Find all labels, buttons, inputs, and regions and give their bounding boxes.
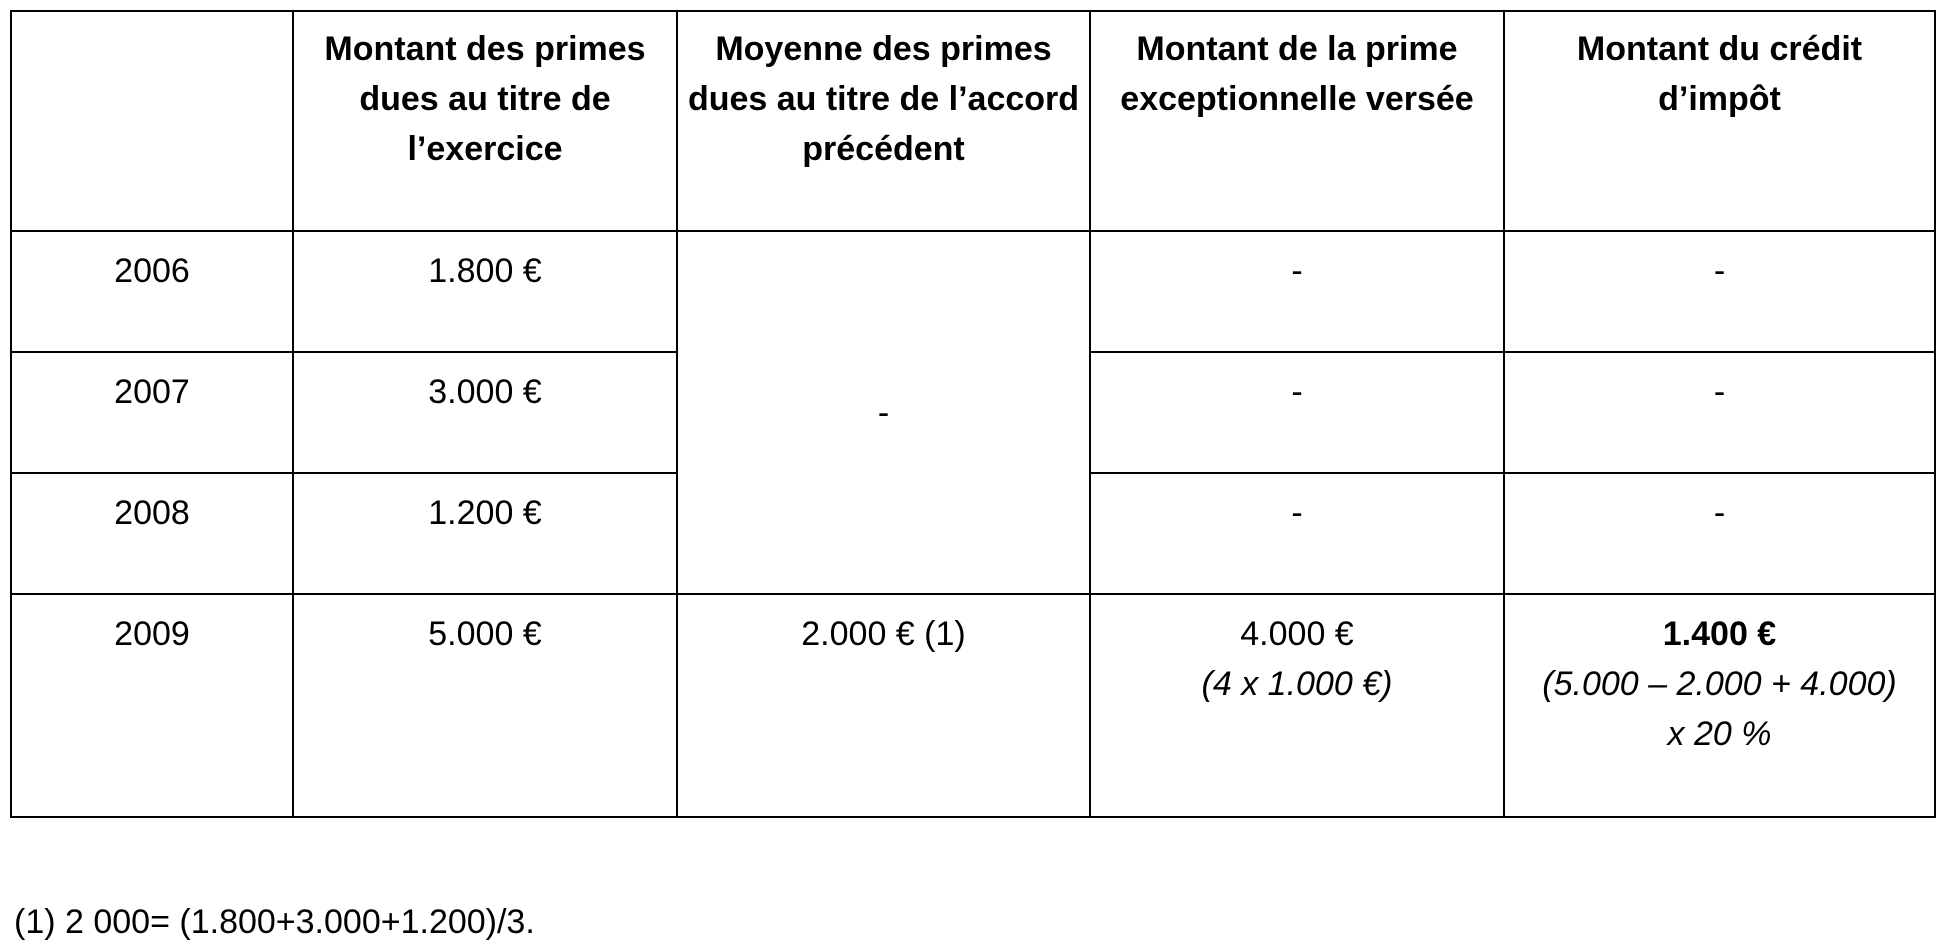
prime-exc-value: 4.000 € bbox=[1240, 615, 1354, 653]
prime-exc-cell: - bbox=[1090, 352, 1504, 473]
credit-cell: - bbox=[1504, 473, 1935, 594]
prime-exc-cell bbox=[1090, 594, 1504, 817]
credit-formula-rate: x 20 % bbox=[1667, 715, 1772, 753]
table-row-2009 bbox=[11, 594, 1935, 817]
prime-exc-cell: - bbox=[1090, 473, 1504, 594]
credit-value: 1.400 € bbox=[1662, 615, 1777, 653]
year-cell: 2006 bbox=[11, 231, 293, 352]
table-row bbox=[11, 231, 1935, 352]
year-cell: 2008 bbox=[11, 473, 293, 594]
footnote: (1) 2 000= (1.800+3.000+1.200)/3. bbox=[14, 903, 535, 941]
year-cell: 2009 bbox=[11, 594, 293, 817]
primes-cell: 1.200 € bbox=[293, 473, 677, 594]
header-prime-exceptionnelle: Montant de la prime exceptionnelle versée bbox=[1090, 11, 1504, 231]
credit-impot-table bbox=[10, 10, 1936, 818]
credit-cell: - bbox=[1504, 352, 1935, 473]
header-montant-primes: Montant des primes dues au titre de l’exercice bbox=[293, 11, 677, 231]
year-cell: 2007 bbox=[11, 352, 293, 473]
moyenne-merged-cell: - bbox=[677, 231, 1090, 594]
credit-cell: - bbox=[1504, 231, 1935, 352]
header-credit-impot: Montant du crédit d’impôt bbox=[1504, 11, 1935, 231]
credit-cell bbox=[1504, 594, 1935, 817]
header-row bbox=[11, 11, 1935, 231]
primes-cell: 5.000 € bbox=[293, 594, 677, 817]
credit-formula: (5.000 – 2.000 + 4.000) bbox=[1542, 665, 1897, 703]
primes-cell: 1.800 € bbox=[293, 231, 677, 352]
primes-cell: 3.000 € bbox=[293, 352, 677, 473]
header-empty bbox=[11, 11, 293, 231]
prime-exc-cell: - bbox=[1090, 231, 1504, 352]
prime-exc-detail: (4 x 1.000 €) bbox=[1201, 665, 1393, 703]
moyenne-cell: 2.000 € (1) bbox=[677, 594, 1090, 817]
header-moyenne-primes: Moyenne des primes dues au titre de l’accord précédent bbox=[677, 11, 1090, 231]
